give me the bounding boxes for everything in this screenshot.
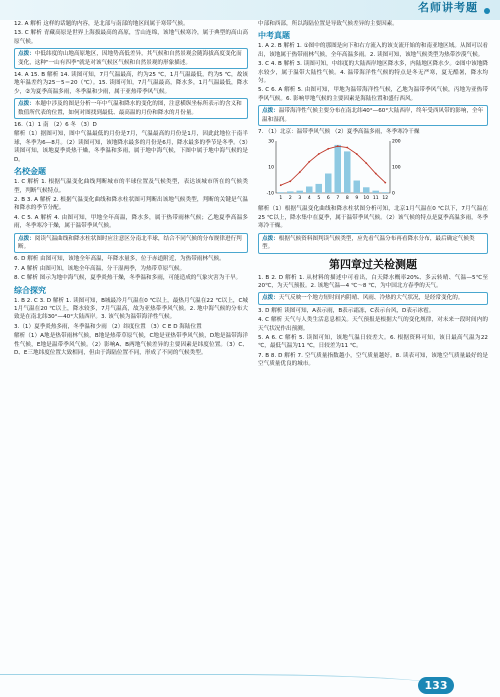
tip-label: 点拨： bbox=[262, 108, 279, 115]
temp-point bbox=[289, 181, 291, 183]
temp-tick-label: -10 bbox=[266, 191, 274, 197]
page-number: 133 bbox=[418, 677, 454, 694]
temp-point bbox=[308, 161, 310, 163]
month-tick-label: 4 bbox=[307, 196, 311, 202]
precip-tick-label: 0 bbox=[392, 191, 395, 197]
answer-paragraph: 5. C 6. A 解析 5. 由图可知，甲地为温带海洋性气候，乙地为温带季风气候，丙地为亚热带季风气候。6. 影响甲地气候的主要因素是海陆位置和盛行西风。 bbox=[258, 87, 488, 102]
left-column bbox=[14, 20, 248, 675]
temp-point bbox=[280, 185, 282, 187]
precip-bar bbox=[306, 187, 313, 194]
precip-bar bbox=[278, 193, 285, 194]
tip-label: 点拨： bbox=[18, 235, 35, 242]
answer-paragraph: 2. B 3. A 解析 2. 根据气温变化曲线和降水柱状图可判断出该地气候类型，判断的关键是气温和降水的季节分配。 bbox=[14, 196, 248, 212]
right-column bbox=[258, 20, 488, 675]
answer-paragraph: 1. B 2. C 3. D 解析 1. 读图可知，B城最冷月气温在0 ℃以上，最热月气温在22 ℃以上，C城1月气温在20 ℃以上，降水较多，7月气温高，故为亚热带季风气候。2. 地中海气候的分布大致是在南北纬30°—40°大陆西岸。3. 该气候为温带海洋性气候。 bbox=[14, 297, 248, 321]
answer-paragraph: 解析（1）A地是热带雨林气候，B地是热带草原气候，C地是亚热带季风气候，D地是温带海洋性气候，E地是温带季风气候。（2）影响A、B两地气候差异的主要因素是纬度位置。（3）C、D、E三地纬度位置大致相同，但由于海陆位置不同，形成了不同的气候类型。 bbox=[14, 333, 248, 356]
tip-text: 阅读气温曲线和降水柱状图时应注意区分南北半球，结合不同气候的分布规律进行判断。 bbox=[18, 235, 242, 250]
tip-text: 根据气候资料图判读气候类型，应先看气温分布再看降水分布，最后确定气候类型。 bbox=[262, 235, 475, 251]
climate-chart bbox=[258, 137, 488, 203]
month-tick-label: 2 bbox=[288, 196, 292, 202]
answer-paragraph: 7. A 解析 由图可知，该地全年高温，分干湿两季，为热带草原气候。 bbox=[14, 265, 186, 272]
page-footer-curve bbox=[0, 674, 440, 697]
month-tick-label: 1 bbox=[279, 196, 283, 202]
precip-bar bbox=[354, 181, 361, 193]
month-tick-label: 8 bbox=[345, 196, 349, 202]
precip-tick-label: 100 bbox=[392, 165, 401, 171]
precip-bar bbox=[297, 191, 304, 193]
tip-label: 点拨： bbox=[18, 51, 35, 58]
temp-point bbox=[384, 182, 386, 184]
precip-bar bbox=[373, 191, 380, 193]
section-heading: 中考真题 bbox=[258, 31, 290, 41]
precip-tick-label: 200 bbox=[392, 139, 401, 145]
tip-label: 点拨： bbox=[262, 295, 279, 302]
temp-tick-label: 30 bbox=[268, 139, 274, 145]
answer-paragraph: 1. A 2. B 解析 1. ①图中的那图是向下和右方流入的该支流开始的和南亚地区域。从图可以看出，该地属于热带雨林气候，全年高温多雨。2. 读图可知，该地气候类型为热带沙漠气候。 bbox=[258, 43, 488, 58]
temp-point bbox=[327, 148, 329, 150]
answer-paragraph: 解析（1）据图可知，图中气温最低的月份是7月，气温最高的月份是1月，因此此地位于南半球，冬季为6—8月。（2）读图可知，该地降水最多的月份是6月，降水最多的季节是冬季。（3）读图可知，该地夏季炎热干燥，冬季温和多雨，属于地中海气候，下图中属于地中海气候的是D。 bbox=[14, 131, 248, 163]
climate-chart-svg bbox=[258, 137, 408, 203]
temp-point bbox=[346, 147, 348, 149]
answer-paragraph: 3. D 解析 读图可知，A表示雨，B表示霜冻，C表示台风，D表示冰雹。 bbox=[258, 307, 435, 314]
answer-paragraph: 12. A 解析 这样的话题的内容，是北部与南部的地区间属于寒带气候。 bbox=[14, 21, 189, 27]
month-tick-label: 3 bbox=[298, 196, 302, 202]
tip-box bbox=[258, 105, 488, 126]
tip-text: 天气反映一个地方短时间内阴晴、风雨、冷热的大气状况，是经常变化的。 bbox=[278, 295, 464, 302]
tip-box bbox=[14, 48, 248, 69]
temp-tick-label: 10 bbox=[268, 165, 274, 171]
month-tick-label: 7 bbox=[336, 196, 340, 202]
answer-paragraph: 5. A 6. C 解析 5. 读图可知，该地气温日较差大。6. 根据资料可知，该日最高气温为22 ℃，最低气温为11 ℃，日较差为11 ℃。 bbox=[258, 334, 488, 350]
answer-paragraph: 1. C 解析 1. 根据气温变化曲线判断城市的半球位置及气候类型，表达该城市所在的气候类型，判断气候特点。 bbox=[14, 179, 248, 194]
tip-box bbox=[14, 98, 248, 119]
tip-label: 点拨： bbox=[262, 235, 279, 242]
chart-axes bbox=[276, 141, 390, 193]
precip-bar bbox=[344, 152, 351, 194]
answer-paragraph: 4. C 解析 天气与人类生活息息相关。天气预报是根据大气的变化规律，对未来一段时间内的天气状况作出预测。 bbox=[258, 317, 488, 332]
answer-paragraph: 13. C 解析 青藏高原是世界上海拔最高的高原，雪山连绵，该地气候寒冷，属于典型的高山高原气候。 bbox=[14, 30, 248, 45]
answer-paragraph: 6. D 解析 由图可知，该地全年高温，年降水量多，位于赤道附近，为热带雨林气候。 bbox=[14, 256, 225, 263]
month-tick-label: 12 bbox=[382, 196, 389, 202]
answer-paragraph: 7. B 8. D 解析 7. 空气质量指数越小，空气质量越好。8. 读表可知，该地空气质量最好的是空气质量优良的城市。 bbox=[258, 352, 488, 368]
temp-point bbox=[365, 163, 367, 165]
precip-bar bbox=[335, 145, 342, 193]
month-tick-label: 10 bbox=[363, 196, 370, 202]
precip-bar bbox=[363, 188, 370, 194]
precip-bar bbox=[325, 174, 332, 194]
month-tick-label: 5 bbox=[317, 196, 321, 202]
answer-paragraph: 8. C 解析 图示为地中海气候，夏季炎热干燥，冬季温和多雨，可能造成的气象灾害为干旱。 bbox=[14, 275, 242, 282]
tip-label: 点拨： bbox=[18, 101, 35, 108]
tip-box bbox=[14, 233, 248, 254]
brand-title: 名师讲考题 bbox=[418, 1, 478, 14]
month-tick-label: 11 bbox=[372, 196, 379, 202]
chapter-heading: 第四章过关检测题 bbox=[329, 257, 417, 271]
answer-paragraph: 14. A 15. B 解析 14. 读图可知，7月气温最高，约为25 ℃，1月气温最低，约为5 ℃，故该地年温差约为25－5＝20（℃）。15. 读图可知，7月气温最高，降水多，1月气温最低，降水少，②为夏季高温多雨，冬季温和少雨，属于亚热带季风气候。 bbox=[14, 72, 248, 95]
brand-dot-icon bbox=[484, 8, 490, 14]
month-tick-label: 6 bbox=[326, 196, 330, 202]
answer-paragraph: 1. B 2. D 解析 1. 从材料的描述中可看出，白天降水概率20%、多云转晴、气温—5℃至20℃，为天气预报。2. 该地气温—4 ℃～8 ℃，为中国北方春季的天气。 bbox=[258, 274, 488, 289]
answer-paragraph: 3. C 4. B 解析 3. 读图可知，中纬度的大陆西岸地区降水多，内陆地区降水少。②图中该地降水较少，属于温带大陆性气候。4. 温带海洋性气候的特点是冬无严寒，夏无酷暑，降水均匀。 bbox=[258, 61, 488, 85]
tip-text: 中低纬度的山地高原地区，因地势高低差异，其气候和自然景观会随海拔高度变化而变化，这种"一山有四季"就是对该气候区气候和自然景观的形象描述。 bbox=[18, 51, 242, 66]
answer-paragraph: 7. （1）北京：温带季风气候 （2）夏季高温多雨，冬季寒冷干燥 bbox=[258, 129, 420, 136]
section-heading: 名校金题 bbox=[14, 167, 46, 177]
tip-box bbox=[258, 233, 488, 254]
temp-point bbox=[375, 173, 377, 175]
temp-point bbox=[356, 154, 358, 156]
precip-bar bbox=[382, 193, 389, 194]
answer-paragraph: 解析（1）根据气温变化曲线和降水柱状图分析可知，北京1月气温在0 ℃以下，7月气温在25 ℃以上，降水集中在夏季，属于温带季风气候。（2）该气候的特点是夏季高温多雨，冬季寒冷干燥。 bbox=[258, 206, 488, 230]
temp-line bbox=[281, 147, 386, 186]
tip-text: 本题中涉及的图是分析一年中气温和降水的变化的图，注意横纵坐标所表示的含义和数值所代表的位置，如何对图找到最低、最高温的月份和降水的月份量。 bbox=[18, 101, 242, 116]
tip-text: 温带海洋性气候主要分布在南北纬40°—60°大陆西岸，终年受西风带的影响，全年温和湿润。 bbox=[262, 108, 484, 123]
answer-paragraph: 中部和西部，所以海陆位置是导致气候差异的主要因素。 bbox=[258, 21, 398, 27]
answer-paragraph: 16.（1）1 南 （2）6 冬 （3）D bbox=[14, 122, 97, 129]
precip-bar bbox=[287, 192, 294, 194]
answer-paragraph: 3.（1）夏季炎热多雨，冬季温和少雨 （2）纬度位置 （3）C E D 海陆位置 bbox=[14, 323, 202, 330]
section-heading: 综合探究 bbox=[14, 285, 46, 295]
precip-bar bbox=[316, 184, 323, 193]
answer-paragraph: 4. C 5. A 解析 4. 由图可知，甲地全年高温，降水多，属于热带雨林气候；乙地夏季高温多雨，冬季寒冷干燥，属于温带季风气候。 bbox=[14, 214, 248, 230]
temp-point bbox=[337, 146, 339, 148]
tip-box bbox=[258, 292, 488, 304]
temp-point bbox=[318, 154, 320, 156]
month-tick-label: 9 bbox=[355, 196, 359, 202]
temp-point bbox=[299, 172, 301, 174]
